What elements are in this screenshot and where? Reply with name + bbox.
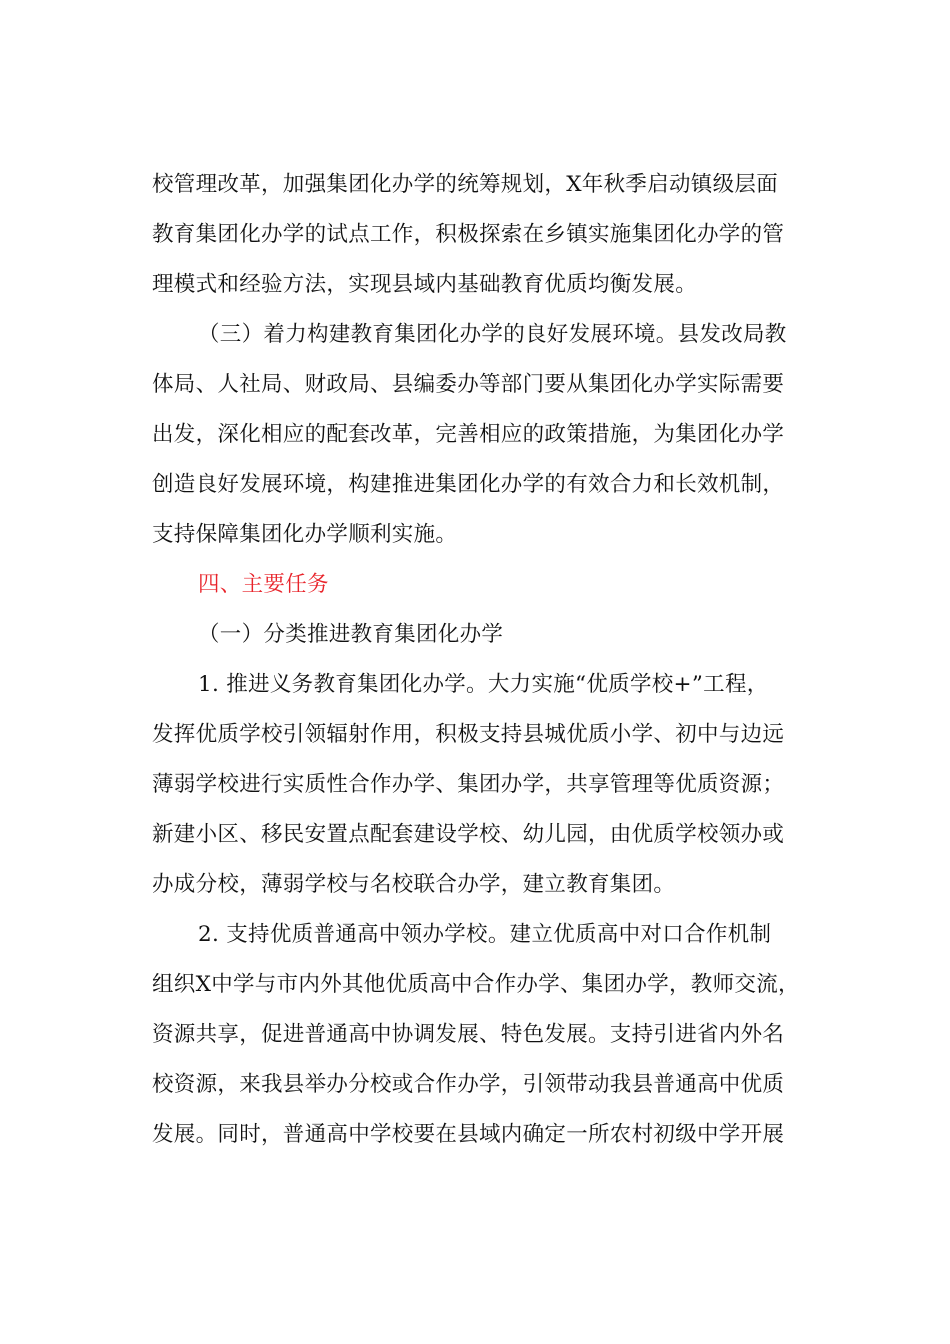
heading-main-tasks: [152, 560, 812, 610]
document-body: [152, 160, 812, 1160]
text-line: 支持保障集团化办学顺利实施。: [152, 522, 458, 547]
text-line: 理模式和经验方法，实现县域内基础教育优质均衡发展。: [152, 272, 698, 297]
text-line: 体局、人社局、财政局、县编委办等部门要从集团化办学实际需要: [152, 372, 785, 397]
text-line: 新建小区、移民安置点配套建设学校、幼儿园，由优质学校领办或: [152, 822, 785, 847]
text-line: （三）着力构建教育集团化办学的良好发展环境。县发改局教: [198, 322, 787, 347]
text-line: 发挥优质学校引领辐射作用，积极支持县城优质小学、初中与边远: [152, 722, 785, 747]
paragraph-item-1: [152, 660, 812, 910]
text-line: 薄弱学校进行实质性合作办学、集团办学，共享管理等优质资源；: [152, 772, 785, 797]
text-line: 资源共享，促进普通高中协调发展、特色发展。支持引进省内外名: [152, 1022, 785, 1047]
text-line: 组织X中学与市内外其他优质高中合作办学、集团办学，教师交流，: [152, 972, 800, 997]
paragraph-item-2: [152, 910, 812, 1160]
paragraph-continued: [152, 160, 812, 310]
text-line: 教育集团化办学的试点工作，积极探索在乡镇实施集团化办学的管: [152, 222, 785, 247]
text-line: 校管理改革，加强集团化办学的统筹规划，X年秋季启动镇级层面: [152, 172, 779, 197]
text-line: 1. 推进义务教育集团化办学。大力实施“优质学校+”工程，: [198, 672, 769, 697]
paragraph-section-3: [152, 310, 812, 560]
text-line: 办成分校，薄弱学校与名校联合办学，建立教育集团。: [152, 872, 676, 897]
text-line: 2. 支持优质普通高中领办学校。建立优质高中对口合作机制: [198, 922, 772, 947]
heading-sub-section-1: [152, 610, 812, 660]
text-line: 发展。同时，普通高中学校要在县域内确定一所农村初级中学开展: [152, 1122, 785, 1147]
heading-text: （一）分类推进教育集团化办学: [198, 622, 504, 647]
text-line: 出发，深化相应的配套改革，完善相应的政策措施，为集团化办学: [152, 422, 785, 447]
text-line: 校资源，来我县举办分校或合作办学，引领带动我县普通高中优质: [152, 1072, 785, 1097]
heading-text: 四、主要任务: [198, 572, 329, 597]
text-line: 创造良好发展环境，构建推进集团化办学的有效合力和长效机制，: [152, 472, 785, 497]
